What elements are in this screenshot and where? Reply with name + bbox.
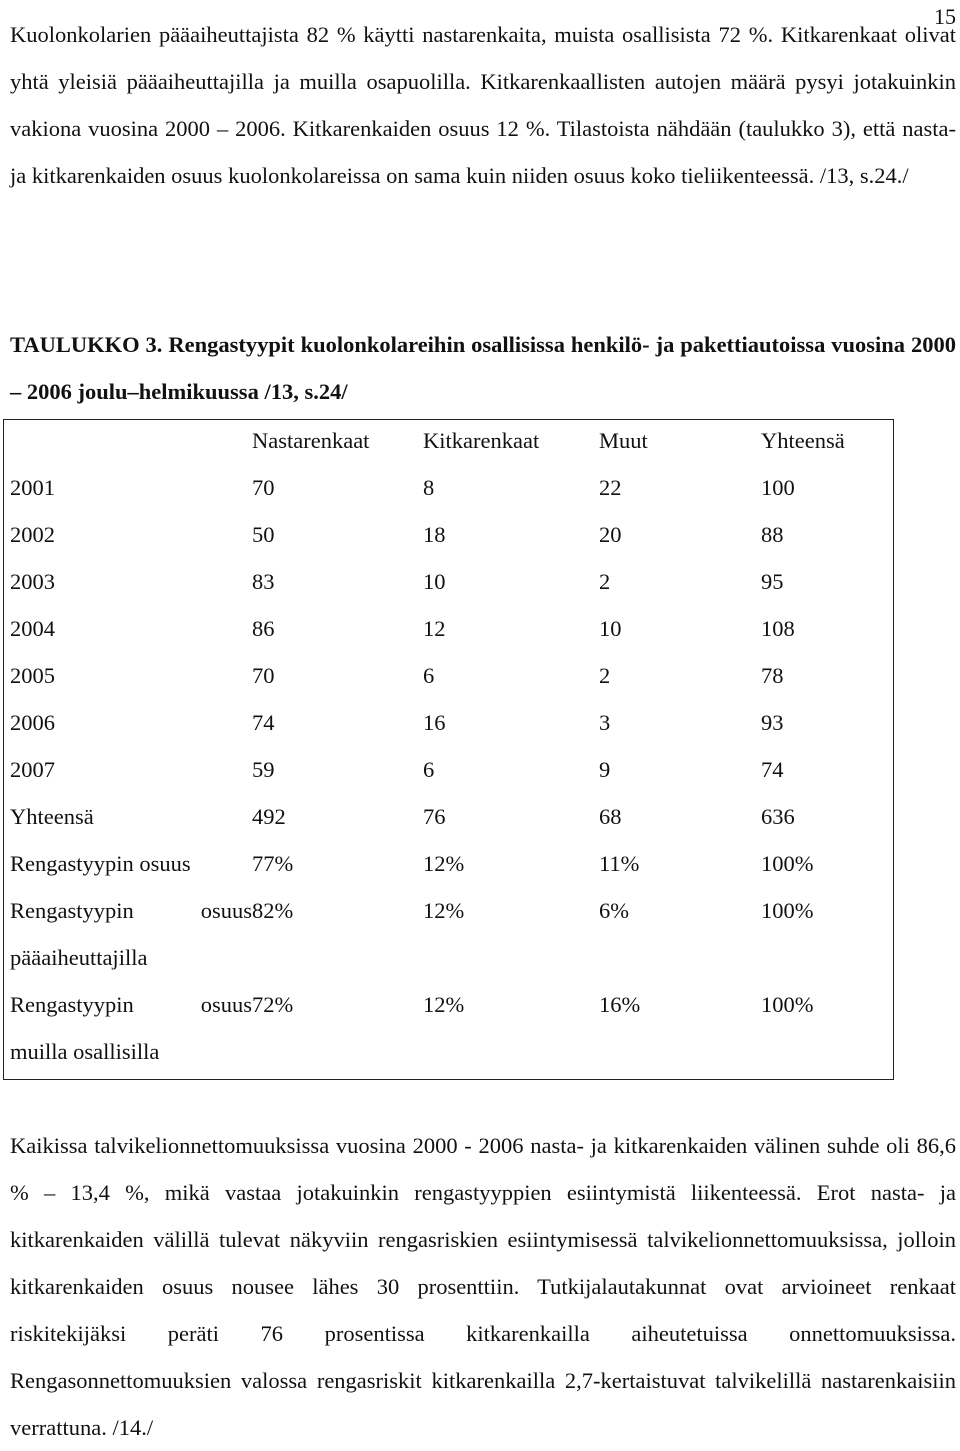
closing-paragraph: Kaikissa talvikelionnettomuuksissa vuosina 2000 - 2006 nasta- ja kitkarenkaiden välinen suhde oli 86,6 % – 13,4 %, mikä vastaa jotakuinkin rengastyyppien esiintymistä liikenteessä. Erot nasta- ja kitkarenkaiden välillä tulevat näkyviin rengasriskien esiintymisessä talvikelionnettomuuksissa, jolloin kitkarenkaiden osuus nousee lähes 30 prosenttiin. Tutkijalautakunnat ovat arvioineet renkaat riskitekijäksi peräti 76 prosentissa kitkarenkailla aiheutetuissa onnettomuuksissa. Rengasonnettomuuksien valossa rengasriskit kitkarenkailla 2,7-kertaistuvat talvikelillä nastarenkaisiin verrattuna. /14./ (10, 1133, 956, 1440)
table-cell: 12% (423, 992, 465, 1017)
table-cell: 2005 (10, 663, 55, 688)
table-cell: 93 (761, 710, 784, 735)
table-cell: 100 (761, 475, 795, 500)
table-cell: 492 (252, 804, 286, 829)
table-cell: 68 (599, 804, 622, 829)
table-share-main-cause-row (10, 887, 890, 981)
table-cell: 59 (252, 757, 275, 782)
table-row (10, 699, 890, 746)
table-caption: TAULUKKO 3. Rengastyypit kuolonkolareihin osallisissa henkilö- ja pakettiautoissa vuosina 2000 – 2006 joulu–helmikuussa /13, s.24/ (10, 332, 956, 404)
intro-paragraph: Kuolonkolarien pääaiheuttajista 82 % käytti nastarenkaita, muista osallisista 72 %. Kitkarenkaat olivat yhtä yleisiä pääaiheuttajilla ja muilla osapuolilla. Kitkarenkaallisten autojen määrä pysyi jotakuinkin vakiona vuosina 2000 – 2006. Kitkarenkaiden osuus 12 %. Tilastoista nähdään (taulukko 3), että nasta- ja kitkarenkaiden osuus kuolonkolareissa on sama kuin niiden osuus koko tieliikenteessä. /13, s.24./ (10, 22, 956, 188)
table-share-row (10, 840, 890, 887)
table-cell: 9 (599, 757, 611, 782)
table-cell: 100% (761, 898, 814, 923)
table-cell: 86 (252, 616, 275, 641)
header-cell: Kitkarenkaat (423, 428, 540, 453)
table-row (10, 605, 890, 652)
table-cell: 70 (252, 475, 275, 500)
table-cell-wrapped (10, 887, 252, 981)
table-cell: 12% (423, 851, 465, 876)
table-cell: 108 (761, 616, 795, 641)
table-cell: 3 (599, 710, 611, 735)
header-cell: Yhteensä (761, 428, 845, 453)
table-row (10, 511, 890, 558)
table-cell: 12% (423, 898, 465, 923)
wrapped-label-line: Rengastyypin osuus (10, 992, 252, 1017)
table-cell-wrapped (10, 981, 252, 1075)
header-cell: Nastarenkaat (252, 428, 370, 453)
table-cell: 18 (423, 522, 446, 547)
page-number: 15 (934, 4, 956, 29)
table-row (10, 558, 890, 605)
wrapped-label-line: muilla osallisilla (10, 1039, 160, 1064)
tire-type-table (10, 417, 890, 1075)
table-cell: 2 (599, 663, 611, 688)
table-cell: 2001 (10, 475, 55, 500)
header-cell: Muut (599, 428, 648, 453)
table-cell: 78 (761, 663, 784, 688)
table-cell: 10 (599, 616, 622, 641)
table-cell: 95 (761, 569, 784, 594)
table-header-row (10, 417, 890, 464)
table-cell: 2003 (10, 569, 55, 594)
table-cell: 636 (761, 804, 795, 829)
table-cell: 70 (252, 663, 275, 688)
table-cell: 74 (761, 757, 784, 782)
table-cell: Rengastyypin osuus (10, 851, 191, 876)
table-cell: 8 (423, 475, 435, 500)
table-cell: 82% (252, 898, 294, 923)
table-cell: 6 (423, 663, 435, 688)
table-share-others-row (10, 981, 890, 1075)
table-total-row (10, 793, 890, 840)
table-cell: 20 (599, 522, 622, 547)
table-cell: 100% (761, 851, 814, 876)
table-cell: 16 (423, 710, 446, 735)
wrapped-label-line: pääaiheuttajilla (10, 945, 148, 970)
table-cell: 12 (423, 616, 446, 641)
table-cell: 2 (599, 569, 611, 594)
header-cell (10, 417, 252, 464)
table-cell: 6 (423, 757, 435, 782)
table-cell: 76 (423, 804, 446, 829)
table-cell: 100% (761, 992, 814, 1017)
table-cell: 74 (252, 710, 275, 735)
table-cell: 72% (252, 992, 294, 1017)
table-cell: 2002 (10, 522, 55, 547)
table-cell: 6% (599, 898, 629, 923)
table-cell: Yhteensä (10, 804, 94, 829)
table-cell: 2004 (10, 616, 55, 641)
table-cell: 83 (252, 569, 275, 594)
table-cell: 77% (252, 851, 294, 876)
table-cell: 22 (599, 475, 622, 500)
table-row (10, 464, 890, 511)
table-cell: 2007 (10, 757, 55, 782)
table-cell: 11% (599, 851, 640, 876)
table-row (10, 746, 890, 793)
table-cell: 88 (761, 522, 784, 547)
table-cell: 50 (252, 522, 275, 547)
table-cell: 2006 (10, 710, 55, 735)
table-cell: 10 (423, 569, 446, 594)
table-row (10, 652, 890, 699)
table-cell: 16% (599, 992, 641, 1017)
wrapped-label-line: Rengastyypin osuus (10, 898, 252, 923)
